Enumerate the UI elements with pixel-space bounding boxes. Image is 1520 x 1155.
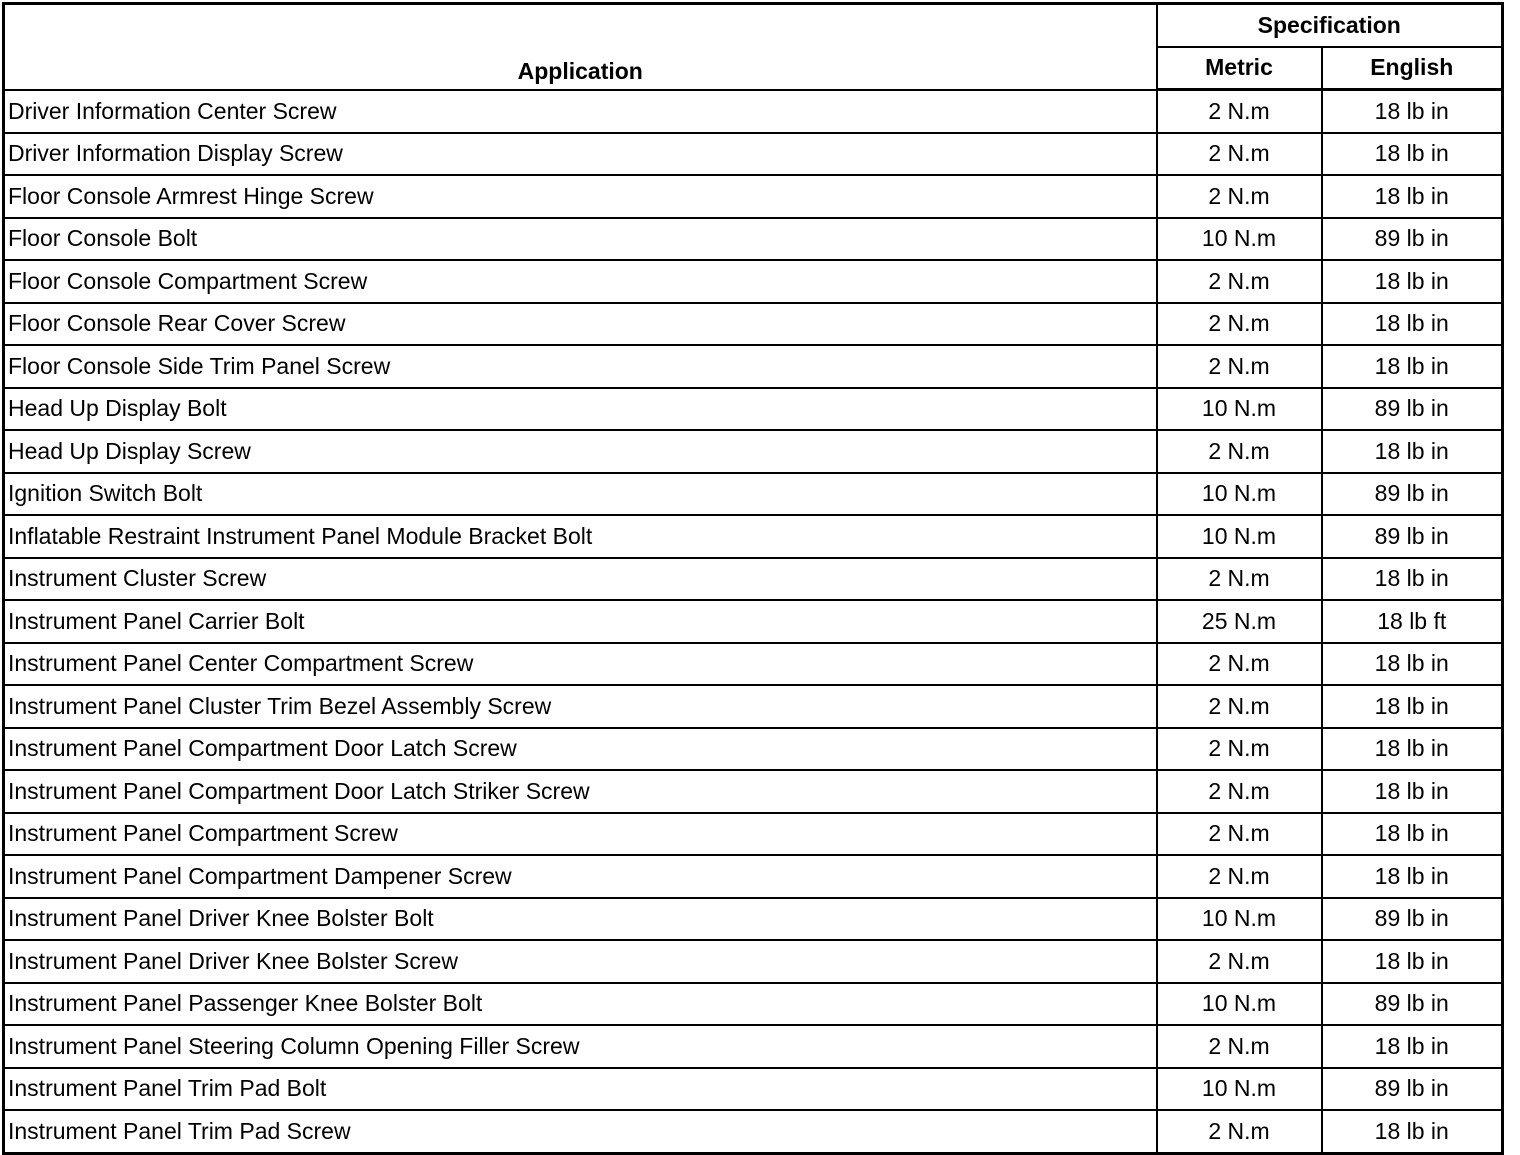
metric-cell: 2 N.m <box>1157 813 1322 856</box>
metric-cell: 2 N.m <box>1157 133 1322 176</box>
english-cell: 18 lb in <box>1322 855 1503 898</box>
table-row <box>4 515 1503 558</box>
metric-cell: 10 N.m <box>1157 898 1322 941</box>
table-row <box>4 643 1503 686</box>
application-cell: Floor Console Side Trim Panel Screw <box>4 345 1157 388</box>
english-cell: 89 lb in <box>1322 898 1503 941</box>
english-cell: 18 lb ft <box>1322 600 1503 643</box>
header-row-top <box>4 4 1503 47</box>
fastener-spec-table <box>2 2 1504 1155</box>
metric-cell: 2 N.m <box>1157 770 1322 813</box>
metric-cell: 2 N.m <box>1157 643 1322 686</box>
application-cell: Instrument Panel Steering Column Opening Filler Screw <box>4 1025 1157 1068</box>
metric-header: Metric <box>1157 47 1322 90</box>
metric-cell: 2 N.m <box>1157 303 1322 346</box>
application-cell: Floor Console Compartment Screw <box>4 260 1157 303</box>
english-cell: 89 lb in <box>1322 515 1503 558</box>
english-cell: 18 lb in <box>1322 430 1503 473</box>
application-cell: Instrument Panel Driver Knee Bolster Screw <box>4 940 1157 983</box>
application-cell: Instrument Cluster Screw <box>4 558 1157 601</box>
metric-cell: 25 N.m <box>1157 600 1322 643</box>
table-row <box>4 388 1503 431</box>
english-cell: 18 lb in <box>1322 558 1503 601</box>
table-row <box>4 983 1503 1026</box>
english-cell: 18 lb in <box>1322 260 1503 303</box>
application-cell: Instrument Panel Passenger Knee Bolster Bolt <box>4 983 1157 1026</box>
metric-cell: 10 N.m <box>1157 473 1322 516</box>
english-cell: 18 lb in <box>1322 685 1503 728</box>
english-cell: 18 lb in <box>1322 940 1503 983</box>
table-row <box>4 728 1503 771</box>
application-cell: Instrument Panel Compartment Door Latch Striker Screw <box>4 770 1157 813</box>
application-header: Application <box>4 4 1157 90</box>
english-cell: 89 lb in <box>1322 1068 1503 1111</box>
table-row <box>4 898 1503 941</box>
english-cell: 18 lb in <box>1322 175 1503 218</box>
metric-cell: 2 N.m <box>1157 260 1322 303</box>
english-cell: 18 lb in <box>1322 1110 1503 1153</box>
table-row <box>4 90 1503 133</box>
english-cell: 18 lb in <box>1322 303 1503 346</box>
english-cell: 89 lb in <box>1322 388 1503 431</box>
table-row <box>4 770 1503 813</box>
application-cell: Inflatable Restraint Instrument Panel Module Bracket Bolt <box>4 515 1157 558</box>
application-cell: Floor Console Rear Cover Screw <box>4 303 1157 346</box>
metric-cell: 2 N.m <box>1157 345 1322 388</box>
metric-cell: 2 N.m <box>1157 90 1322 133</box>
english-cell: 18 lb in <box>1322 133 1503 176</box>
table-row <box>4 813 1503 856</box>
table-row <box>4 685 1503 728</box>
table-row <box>4 473 1503 516</box>
metric-cell: 2 N.m <box>1157 855 1322 898</box>
table-row <box>4 855 1503 898</box>
metric-cell: 2 N.m <box>1157 1110 1322 1153</box>
application-cell: Floor Console Bolt <box>4 218 1157 261</box>
english-cell: 18 lb in <box>1322 728 1503 771</box>
english-cell: 18 lb in <box>1322 770 1503 813</box>
application-cell: Instrument Panel Compartment Door Latch Screw <box>4 728 1157 771</box>
application-cell: Head Up Display Screw <box>4 430 1157 473</box>
table-row <box>4 600 1503 643</box>
table-row <box>4 1025 1503 1068</box>
metric-cell: 10 N.m <box>1157 388 1322 431</box>
english-cell: 18 lb in <box>1322 345 1503 388</box>
metric-cell: 10 N.m <box>1157 983 1322 1026</box>
metric-cell: 2 N.m <box>1157 940 1322 983</box>
table-row <box>4 430 1503 473</box>
application-cell: Instrument Panel Compartment Dampener Screw <box>4 855 1157 898</box>
table-row <box>4 218 1503 261</box>
table-row <box>4 345 1503 388</box>
english-cell: 89 lb in <box>1322 218 1503 261</box>
application-cell: Instrument Panel Carrier Bolt <box>4 600 1157 643</box>
table-row <box>4 558 1503 601</box>
english-cell: 18 lb in <box>1322 643 1503 686</box>
application-cell: Instrument Panel Trim Pad Bolt <box>4 1068 1157 1111</box>
application-cell: Driver Information Center Screw <box>4 90 1157 133</box>
application-cell: Ignition Switch Bolt <box>4 473 1157 516</box>
metric-cell: 2 N.m <box>1157 558 1322 601</box>
metric-cell: 2 N.m <box>1157 430 1322 473</box>
table-row <box>4 303 1503 346</box>
application-cell: Floor Console Armrest Hinge Screw <box>4 175 1157 218</box>
table-body <box>4 90 1503 1154</box>
table-row <box>4 940 1503 983</box>
table-row <box>4 260 1503 303</box>
english-cell: 18 lb in <box>1322 90 1503 133</box>
metric-cell: 2 N.m <box>1157 728 1322 771</box>
application-cell: Instrument Panel Compartment Screw <box>4 813 1157 856</box>
metric-cell: 10 N.m <box>1157 218 1322 261</box>
specification-header: Specification <box>1157 4 1503 47</box>
table-header <box>4 4 1503 90</box>
english-cell: 89 lb in <box>1322 983 1503 1026</box>
table-row <box>4 133 1503 176</box>
metric-cell: 10 N.m <box>1157 515 1322 558</box>
english-header: English <box>1322 47 1503 90</box>
english-cell: 18 lb in <box>1322 1025 1503 1068</box>
application-cell: Instrument Panel Center Compartment Screw <box>4 643 1157 686</box>
metric-cell: 2 N.m <box>1157 1025 1322 1068</box>
application-cell: Driver Information Display Screw <box>4 133 1157 176</box>
english-cell: 89 lb in <box>1322 473 1503 516</box>
application-cell: Instrument Panel Trim Pad Screw <box>4 1110 1157 1153</box>
table-row <box>4 1068 1503 1111</box>
application-cell: Head Up Display Bolt <box>4 388 1157 431</box>
application-cell: Instrument Panel Cluster Trim Bezel Assembly Screw <box>4 685 1157 728</box>
table-row <box>4 175 1503 218</box>
metric-cell: 10 N.m <box>1157 1068 1322 1111</box>
english-cell: 18 lb in <box>1322 813 1503 856</box>
application-cell: Instrument Panel Driver Knee Bolster Bolt <box>4 898 1157 941</box>
metric-cell: 2 N.m <box>1157 175 1322 218</box>
table-row <box>4 1110 1503 1153</box>
metric-cell: 2 N.m <box>1157 685 1322 728</box>
